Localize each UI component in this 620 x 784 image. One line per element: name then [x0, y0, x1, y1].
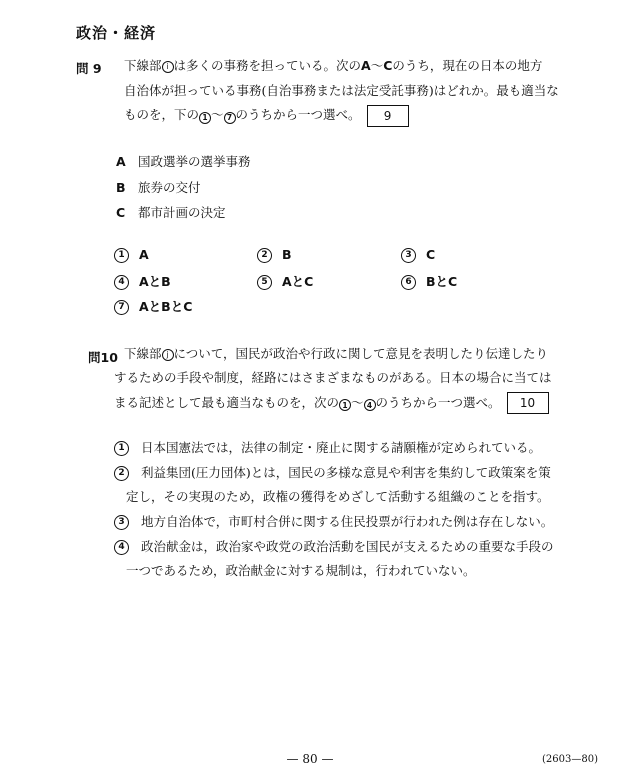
- exam-code: (2603—80): [542, 754, 598, 765]
- choice-2: 2 B: [257, 247, 292, 263]
- choice-7: 7 AとBとC: [114, 297, 192, 315]
- option-number-marker: 3: [114, 515, 129, 530]
- answer-box-10: 10: [507, 392, 549, 414]
- answer-box-9: 9: [367, 105, 409, 127]
- range-start-marker: 1: [339, 399, 351, 411]
- option-number-marker: 2: [114, 466, 129, 481]
- item-c: C 都市計画の決定: [116, 205, 226, 220]
- choice-number-marker: 3: [401, 248, 416, 263]
- choice-6: 6 BとC: [401, 272, 457, 290]
- question-10-stem-line-2: するための手段や制度，経路にはさまざまなものがある。日本の場合に当ては: [114, 370, 552, 385]
- option-2: 2 利益集団(圧力団体)とは，国民の多様な意見や利害を集約して政策案を策 定し，その実現のため，政権の獲得をめざして活動する組織のことを指す。: [114, 461, 551, 509]
- option-number-marker: 1: [114, 441, 129, 456]
- option-number-marker: 4: [114, 540, 129, 555]
- question-9-stem-line-3: ものを，下の 1 ～ 7 のうちから一つ選べ。 9: [124, 103, 559, 128]
- choice-1: 1 A: [114, 247, 149, 263]
- question-9-stem-line-2: 自治体が担っている事務(自治事務または法定受託事務)はどれか。最も適当な: [124, 82, 559, 98]
- underline-ref-j-marker: j: [162, 349, 174, 361]
- question-9-label: 問 9: [76, 61, 102, 76]
- question-10-stem: [124, 342, 548, 367]
- choice-number-marker: 1: [114, 248, 129, 263]
- question-10-stem-continued: [114, 366, 552, 415]
- page-number: — 80 —: [286, 752, 334, 766]
- choice-number-marker: 2: [257, 248, 272, 263]
- choice-number-marker: 4: [114, 275, 129, 290]
- option-3: 3 地方自治体で，市町村合併に関する住民投票が行われた例は存在しない。: [114, 510, 553, 534]
- choice-4: 4 AとB: [114, 272, 171, 290]
- question-9-stem-line-1: 下線部 i は多くの事務を担っている。次のA～Cのうち，現在の日本の地方: [124, 58, 543, 73]
- option-4: 4 政治献金は，政治家や政党の政治活動を国民が支えるための重要な手段の 一つであるため，政治献金に対する規制は，行われていない。: [114, 535, 554, 583]
- choice-number-marker: 5: [257, 275, 272, 290]
- section-title: 政治・経済: [76, 24, 157, 42]
- choice-3: 3 C: [401, 247, 435, 263]
- question-9-stem: [124, 54, 559, 128]
- range-start-marker: 1: [199, 112, 211, 124]
- range-end-marker: 4: [364, 399, 376, 411]
- choice-5: 5 AとC: [257, 272, 313, 290]
- question-10-label: 問10: [88, 350, 118, 365]
- item-b: B 旅券の交付: [116, 180, 201, 195]
- choice-number-marker: 7: [114, 300, 129, 315]
- question-10-stem-line-1: 下線部 j について，国民が政治や行政に関して意見を表明したり伝達したり: [124, 346, 549, 361]
- option-1: 1 日本国憲法では，法律の制定・廃止に関する請願権が定められている。: [114, 436, 541, 460]
- question-10-stem-line-3: まる記述として最も適当なものを，次の 1 ～ 4 のうちから一つ選べ。 10: [114, 391, 552, 416]
- underline-ref-i-marker: i: [162, 61, 174, 73]
- item-a: A 国政選挙の選挙事務: [116, 154, 251, 169]
- range-end-marker: 7: [224, 112, 236, 124]
- choice-number-marker: 6: [401, 275, 416, 290]
